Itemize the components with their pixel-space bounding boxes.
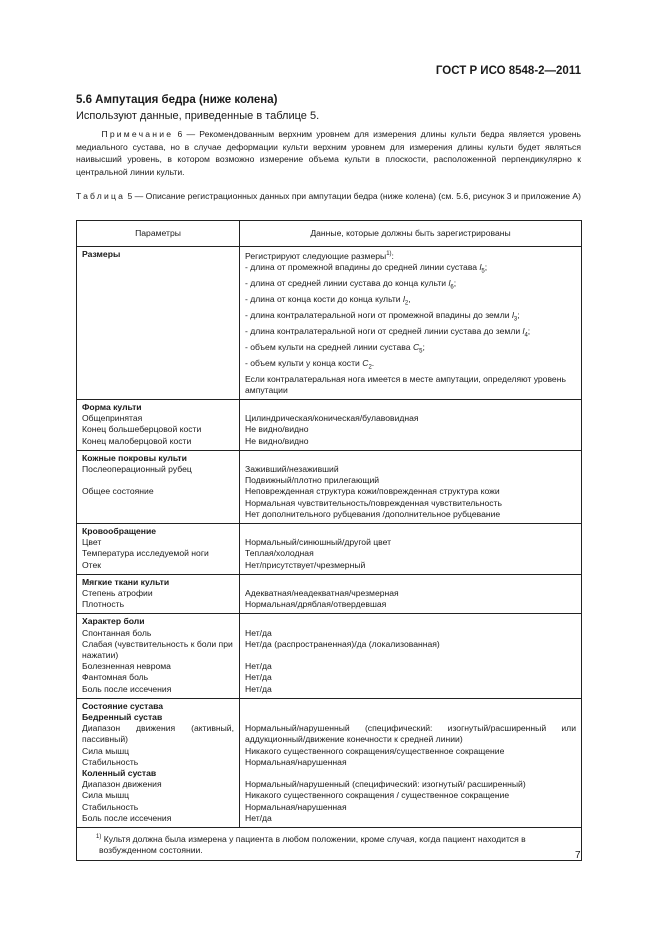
footnote — [77, 828, 582, 861]
hip-param: Стабильность — [82, 756, 139, 767]
section-intro: Используют данные, приведенные в таблице 5. — [76, 110, 320, 122]
hip-value: Никакого существенного сокращения/существенное сокращение — [245, 745, 505, 756]
knee-title: Коленный сустав — [82, 768, 157, 778]
circulation-param: Температура исследуемой ноги — [82, 548, 209, 559]
document-code: ГОСТ Р ИСО 8548-2—2011 — [435, 65, 581, 77]
form-param: Конец большеберцовой кости — [82, 424, 202, 435]
knee-value: Нормальная/нарушенная — [245, 801, 347, 812]
footnote-text: Культя должна была измерена у пациента в любом положении, кроме случая, когда пациент находится в возбужденном состоянии. — [99, 833, 526, 856]
form-param: Общепринятая — [82, 413, 143, 424]
pain-param: Слабая (чувствительность к боли при нажатии) — [82, 638, 233, 660]
sizes-item: - длина от средней линии сустава до конца культи $l_6$; — [245, 277, 457, 291]
sizes-item: - длина от конца кости до конца культи $l_2$, — [245, 293, 411, 307]
pain-param: Боль после иссечения — [82, 683, 172, 694]
table-header-row — [77, 221, 582, 247]
pain-value: Нет/да — [245, 627, 272, 638]
page-number: 7 — [575, 850, 581, 861]
pain-param: Болезненная неврома — [82, 661, 171, 672]
skin-value: Нормальная чувствительность/поврежденная чувствительность — [245, 497, 503, 508]
table-row-sizes — [77, 247, 582, 400]
sizes-item: - длина контралатеральной ноги от промежной впадины до земли $l_3$; — [245, 309, 520, 323]
sizes-lead: Регистрируют следующие размеры — [245, 250, 387, 261]
skin-title: Кожные покровы культи — [82, 452, 187, 463]
sizes-tail: Если контралатеральная нога имеется в месте ампутации, определяют уровень ампутации — [245, 373, 566, 395]
table-caption — [76, 190, 581, 202]
knee-param: Диапазон движения — [82, 779, 162, 790]
skin-param: Общее состояние — [82, 486, 154, 497]
note — [76, 128, 581, 178]
form-value: Не видно/видно — [245, 435, 309, 446]
pain-value: Нет/да (распространенная)/да (локализованная) — [245, 638, 440, 649]
soft-value: Адекватная/неадекватная/чрезмерная — [245, 587, 399, 598]
caption-label: Таблица — [76, 191, 126, 201]
table-footnote-row — [77, 828, 582, 861]
soft-title: Мягкие ткани культи — [82, 576, 170, 587]
circulation-value: Нет/присутствует/чрезмерный — [245, 559, 366, 570]
caption-text: 5 — Описание регистрационных данных при ампутации бедра (ниже колена) (см. 5.6, рисунок 3 и приложение А) — [127, 191, 581, 201]
joints-title: Состояние сустава — [82, 700, 164, 711]
sizes-item: - длина контралатеральной ноги от средней линии сустава до земли $l_4$; — [245, 325, 531, 339]
skin-value: Заживший/незаживший — [245, 463, 339, 474]
form-title: Форма культи — [82, 401, 142, 412]
circulation-value: Теплая/холодная — [245, 548, 314, 559]
hip-param: Диапазон движения (активный, пассивный) — [82, 723, 234, 745]
pain-param: Фантомная боль — [82, 672, 149, 683]
sizes-title: Размеры — [82, 249, 121, 259]
table-row-joints — [77, 698, 582, 827]
skin-value: Неповрежденная структура кожи/поврежденная структура кожи — [245, 486, 500, 497]
soft-param: Плотность — [82, 599, 125, 610]
pain-value: Нет/да — [245, 661, 272, 672]
pain-param: Спонтанная боль — [82, 627, 152, 638]
knee-value: Никакого существенного сокращения / существенное сокращение — [245, 790, 510, 801]
circulation-value: Нормальный/синюшный/другой цвет — [245, 537, 392, 548]
sizes-list: Регистрируют следующие размеры$^{1)}$: - длина от промежной впадины до средней линии сустава $l_5$; - длина от средней линии сустава до конца культи $l_6$; - длина от конца кости до конца культи $l_2$, - длина контралатеральной ноги от промежной впадины до земли $l_3$; - длина контралатеральной ноги от средней линии сустава до земли $l_4$; - объем культи на средней линии сустава $C_5$; - объем культи у конца кости $C_2$. Если контралатеральная нога имеется в месте ампутации, определяют уровень ампутации — [240, 247, 582, 400]
table-row-soft-tissue — [77, 574, 582, 614]
pain-value: Нет/да — [245, 683, 272, 694]
form-value: Цилиндрическая/коническая/булавовидная — [245, 413, 419, 424]
skin-value: Нет дополнительного рубцевания /дополнительное рубцевание — [245, 508, 501, 519]
pain-value: Нет/да — [245, 672, 272, 683]
knee-param: Боль после иссечения — [82, 812, 172, 823]
form-param: Конец малоберцовой кости — [82, 435, 192, 446]
circulation-param: Цвет — [82, 537, 102, 548]
knee-param: Сила мышц — [82, 790, 130, 801]
hip-value: Нормальная/нарушенная — [245, 756, 347, 767]
skin-value: Подвижный/плотно прилегающий — [245, 475, 380, 486]
pain-title: Характер боли — [82, 616, 145, 627]
hip-title: Бедренный сустав — [82, 711, 163, 722]
table-row-circulation — [77, 523, 582, 574]
hip-param: Сила мышц — [82, 745, 130, 756]
table-row-form — [77, 399, 582, 450]
form-value: Не видно/видно — [245, 424, 309, 435]
knee-param: Стабильность — [82, 801, 139, 812]
circulation-title: Кровообращение — [82, 525, 157, 536]
table-row-skin — [77, 450, 582, 523]
skin-param: Послеоперационный рубец — [82, 463, 192, 474]
sizes-item: - объем культи на средней линии сустава $C_5$; — [245, 341, 425, 355]
note-text: 6 — Рекомендованным верхним уровнем для измерения длины культи бедра является уровень медиального сустава, но в случае деформации культи верхним уровнем для измерения длины культи будет являться наивысший уровень, в котором возможно измерение объема культи в плоскости, расположенной перпендикулярно к центральной линии культи. — [76, 129, 582, 177]
footnote-mark: 1) — [96, 834, 102, 841]
hip-value: Нормальный/нарушенный (специфический: изогнутый/расширенный или аддукционный/движение конечности к средней линии) — [245, 723, 576, 745]
sizes-item: - длина от промежной впадины до средней линии сустава $l_5$; — [245, 262, 488, 275]
soft-param: Степень атрофии — [82, 587, 153, 598]
table-row-pain — [77, 614, 582, 698]
knee-value: Нормальный/нарушенный (специфический: изогнутый/ расширенный) — [245, 779, 526, 790]
data-table — [76, 220, 582, 861]
soft-value: Нормальная/дряблая/отвердевшая — [245, 599, 387, 610]
sizes-lead-sup: 1) — [386, 251, 392, 257]
header-data: Данные, которые должны быть зарегистрированы — [240, 221, 582, 247]
circulation-param: Отек — [82, 559, 102, 570]
knee-value: Нет/да — [245, 812, 272, 823]
sizes-item: - объем культи у конца кости $C_2$. — [245, 357, 375, 371]
section-title: 5.6 Ампутация бедра (ниже колена) — [76, 94, 278, 106]
header-params: Параметры — [77, 221, 240, 247]
note-label: Примечание — [101, 129, 174, 139]
